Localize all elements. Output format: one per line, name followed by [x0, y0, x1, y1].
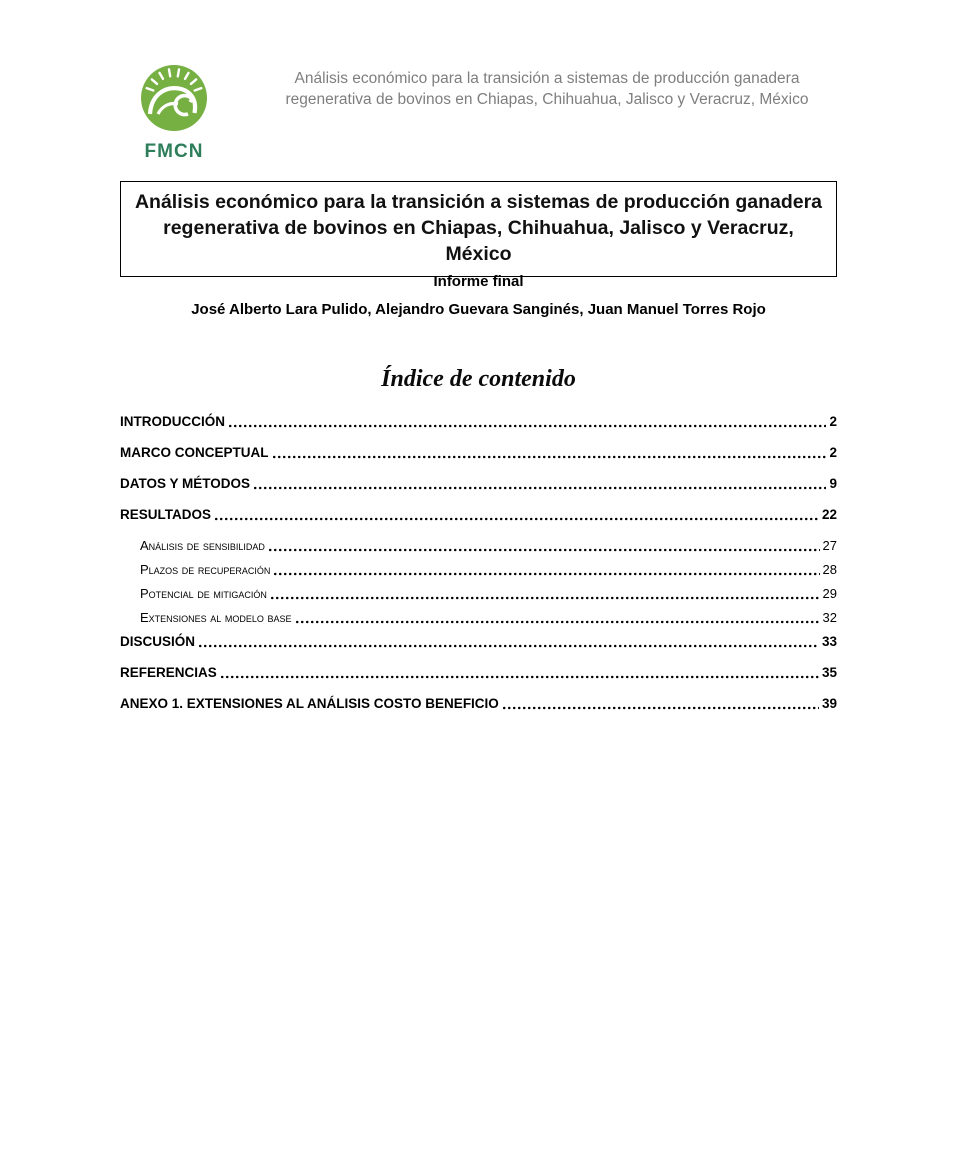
- dot-leader: [199, 635, 819, 649]
- toc-entry-extensiones-al-modelo-base[interactable]: [120, 610, 837, 625]
- toc-entry-label: RESULTADOS: [120, 507, 211, 522]
- dot-leader: [221, 666, 819, 680]
- toc-entry-discusion[interactable]: [120, 634, 837, 649]
- document-subtitle: Informe final: [433, 273, 524, 290]
- fmcn-logo-text: FMCN: [144, 141, 204, 162]
- toc-entry-label: INTRODUCCIÓN: [120, 414, 225, 429]
- toc-entry-label: REFERENCIAS: [120, 665, 217, 680]
- toc-entry-plazos-de-recuperacion[interactable]: [120, 562, 837, 577]
- toc-entry-label: MARCO CONCEPTUAL: [120, 445, 269, 460]
- fmcn-logo: [136, 62, 212, 163]
- toc-entry-page: 32: [822, 610, 837, 625]
- document-title: Análisis económico para la transición a sistemas de producción ganadera regenerativa de bovinos en Chiapas, Chihuahua, Jalisco y Veracruz, México: [120, 181, 837, 277]
- toc-entry-page: 2: [829, 445, 837, 460]
- toc-entry-anexo-1[interactable]: [120, 696, 837, 711]
- toc-entry-referencias[interactable]: [120, 665, 837, 680]
- toc-entry-analisis-de-sensibilidad[interactable]: [120, 538, 837, 553]
- toc-entry-potencial-de-mitigacion[interactable]: [120, 586, 837, 601]
- toc-entry-page: 9: [829, 476, 837, 491]
- toc-entry-resultados[interactable]: [120, 507, 837, 522]
- dot-leader: [229, 415, 826, 429]
- running-title-line2: regenerativa de bovinos en Chiapas, Chihuahua, Jalisco y Veracruz, México: [285, 91, 809, 108]
- table-of-contents: [120, 414, 837, 727]
- toc-entry-label: DATOS Y MÉTODOS: [120, 476, 251, 491]
- toc-entry-label: ANEXO 1. EXTENSIONES AL ANÁLISIS COSTO BENEFICIO: [120, 696, 499, 711]
- running-title: [258, 68, 836, 110]
- dot-leader: [273, 446, 827, 460]
- dot-leader: [274, 563, 819, 577]
- dot-leader: [296, 611, 820, 625]
- toc-heading: Índice de contenido: [381, 366, 576, 392]
- toc-entry-introduccion[interactable]: [120, 414, 837, 429]
- dot-leader: [271, 587, 820, 601]
- toc-entry-page: 22: [821, 507, 837, 522]
- toc-entry-page: 28: [822, 562, 837, 577]
- toc-entry-label: Análisis de sensibilidad: [140, 538, 265, 553]
- dot-leader: [503, 697, 819, 711]
- dot-leader: [215, 508, 819, 522]
- toc-entry-page: 29: [822, 586, 837, 601]
- toc-entry-page: 2: [829, 414, 837, 429]
- toc-entry-datos-y-metodos[interactable]: [120, 476, 837, 491]
- fmcn-logo-icon: [138, 62, 210, 134]
- toc-entry-page: 35: [821, 665, 837, 680]
- toc-entry-page: 33: [821, 634, 837, 649]
- authors-line: José Alberto Lara Pulido, Alejandro Guevara Sanginés, Juan Manuel Torres Rojo: [191, 301, 766, 318]
- toc-entry-label: Extensiones al modelo base: [140, 610, 292, 625]
- running-title-line1: Análisis económico para la transición a sistemas de producción ganadera: [294, 70, 800, 87]
- toc-entry-page: 27: [822, 538, 837, 553]
- dot-leader: [254, 477, 826, 491]
- toc-entry-label: Plazos de recuperación: [140, 562, 271, 577]
- toc-entry-page: 39: [821, 696, 837, 711]
- toc-entry-label: DISCUSIÓN: [120, 634, 196, 649]
- toc-entry-marco-conceptual[interactable]: [120, 445, 837, 460]
- toc-entry-label: Potencial de mitigación: [140, 586, 267, 601]
- dot-leader: [269, 539, 820, 553]
